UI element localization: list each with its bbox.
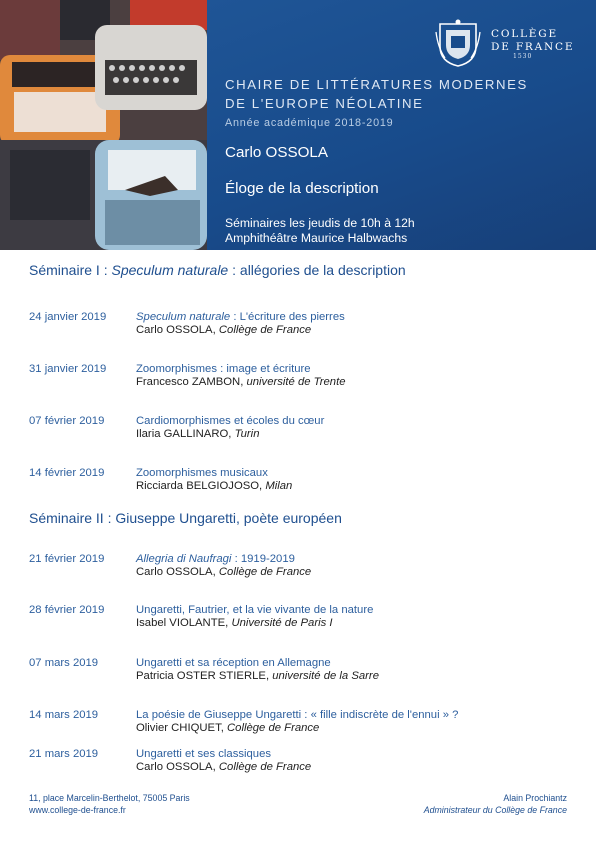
session-title xyxy=(136,467,268,479)
section-heading-2 xyxy=(29,510,342,526)
session-title-text: La poésie de Giuseppe Ungaretti : « fille indiscrète de l'ennui » ? xyxy=(136,709,459,721)
seminar-venue: Amphithéâtre Maurice Halbwachs xyxy=(225,231,408,245)
session-date: 31 janvier 2019 xyxy=(29,363,107,375)
college-logo xyxy=(435,18,585,68)
session-title-text: Ungaretti et ses classiques xyxy=(136,748,272,760)
logo-year: 1530 xyxy=(513,53,533,60)
session-title-text: Ungaretti et sa réception en Allemagne xyxy=(136,657,331,669)
speaker-name: Olivier CHIQUET, xyxy=(136,722,228,734)
speaker-name: Isabel VIOLANTE, xyxy=(136,617,232,629)
header-banner xyxy=(0,0,596,250)
session-title xyxy=(136,709,458,721)
session-title-text: Zoomorphismes : image et écriture xyxy=(136,363,311,375)
admin-role: Administrateur du Collège de France xyxy=(423,805,567,815)
session-title xyxy=(136,553,295,565)
speaker-name: Carlo OSSOLA, xyxy=(136,761,219,773)
session-speaker xyxy=(136,670,379,682)
speaker-name: Carlo OSSOLA, xyxy=(136,324,219,336)
session-speaker xyxy=(136,722,319,734)
logo-line1: COLLÈGE xyxy=(491,28,558,40)
session-speaker xyxy=(136,566,311,578)
course-title: Éloge de la description xyxy=(225,180,379,197)
speaker-affiliation: Turin xyxy=(234,428,260,440)
session-date: 28 février 2019 xyxy=(29,604,105,616)
session-title xyxy=(136,363,311,375)
session-title-italic: Speculum naturale xyxy=(136,311,231,323)
session-title-text: Cardiomorphismes et écoles du cœur xyxy=(136,415,325,427)
admin-name: Alain Prochiantz xyxy=(503,793,567,803)
session-title-text: : 1919-2019 xyxy=(231,553,295,565)
speaker-affiliation: université de Trente xyxy=(246,376,346,388)
session-title xyxy=(136,748,271,760)
logo-line2: DE FRANCE xyxy=(491,41,575,53)
speaker-name: Patricia OSTER STIERLE, xyxy=(136,670,273,682)
session-speaker xyxy=(136,376,346,388)
typewriter-photo-illustration xyxy=(0,0,207,250)
chaire-title-line1: CHAIRE DE LITTÉRATURES MODERNES xyxy=(225,77,528,92)
academic-year: Année académique 2018-2019 xyxy=(225,117,394,129)
speaker-affiliation: université de la Sarre xyxy=(272,670,379,682)
speaker-affiliation: Université de Paris I xyxy=(231,617,333,629)
chaire-title-line2: DE L'EUROPE NÉOLATINE xyxy=(225,96,424,111)
session-date: 24 janvier 2019 xyxy=(29,311,107,323)
speaker-name: Ricciarda BELGIOJOSO, xyxy=(136,480,266,492)
session-title xyxy=(136,657,331,669)
speaker-name: Francesco ZAMBON, xyxy=(136,376,247,388)
speaker-affiliation: Collège de France xyxy=(218,761,312,773)
section-title-italic: Speculum naturale xyxy=(111,262,229,278)
section-suffix: : allégories de la description xyxy=(228,262,406,278)
session-title xyxy=(136,415,324,427)
session-speaker xyxy=(136,480,292,492)
session-speaker xyxy=(136,617,333,629)
session-date: 21 mars 2019 xyxy=(29,748,99,760)
session-date: 07 février 2019 xyxy=(29,415,105,427)
session-speaker xyxy=(136,324,311,336)
session-speaker xyxy=(136,428,259,440)
speaker-affiliation: Collège de France xyxy=(218,566,312,578)
speaker-name: Carlo OSSOLA, xyxy=(136,566,219,578)
section-heading-1 xyxy=(29,262,406,278)
footer-signature xyxy=(424,792,567,816)
session-date: 14 février 2019 xyxy=(29,467,105,479)
professor-name: Carlo OSSOLA xyxy=(225,144,328,161)
session-date: 14 mars 2019 xyxy=(29,709,99,721)
session-title-text: Ungaretti, Fautrier, et la vie vivante de la nature xyxy=(136,604,374,616)
speaker-affiliation: Collège de France xyxy=(218,324,312,336)
section-prefix: Séminaire I : xyxy=(29,262,112,278)
session-title-text: : L'écriture des pierres xyxy=(230,311,345,323)
college-de-france-crest-icon xyxy=(435,18,481,68)
session-title xyxy=(136,311,345,323)
speaker-affiliation: Collège de France xyxy=(227,722,320,734)
session-title-italic: Allegria di Naufragi xyxy=(136,553,232,565)
seminar-schedule: Séminaires les jeudis de 10h à 12h xyxy=(225,216,415,230)
section-prefix: Séminaire II : Giuseppe Ungaretti, poète européen xyxy=(29,510,342,526)
website-link[interactable]: www.college-de-france.fr xyxy=(29,805,126,815)
session-date: 07 mars 2019 xyxy=(29,657,99,669)
session-speaker xyxy=(136,761,311,773)
speaker-affiliation: Milan xyxy=(265,480,293,492)
session-title-text: Zoomorphismes musicaux xyxy=(136,467,268,479)
footer-address xyxy=(29,792,190,816)
session-date: 21 février 2019 xyxy=(29,553,105,565)
address-text: 11, place Marcelin-Berthelot, 75005 Paris xyxy=(29,793,190,803)
typewriter-photo xyxy=(0,0,207,250)
session-title xyxy=(136,604,373,616)
speaker-name: Ilaria GALLINARO, xyxy=(136,428,235,440)
title-panel xyxy=(207,0,596,250)
